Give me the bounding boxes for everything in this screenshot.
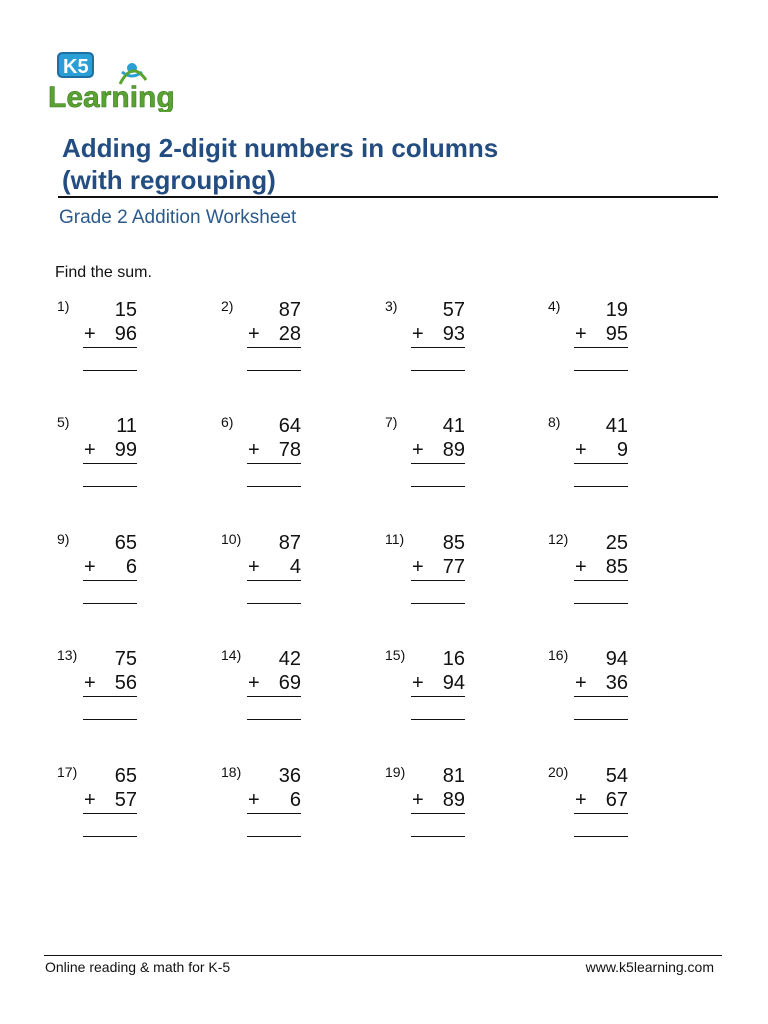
problem-item <box>548 764 638 864</box>
sum-line <box>411 696 465 697</box>
plus-sign: + <box>84 556 96 578</box>
plus-sign: + <box>84 323 96 345</box>
problem-number: 11) <box>385 531 405 547</box>
first-addend: 11 <box>116 415 137 437</box>
problem-number: 12) <box>548 531 569 547</box>
plus-sign: + <box>412 556 424 578</box>
sum-line <box>574 347 628 348</box>
plus-sign: + <box>575 439 587 461</box>
second-addend: 99 <box>114 439 137 461</box>
sum-line <box>574 580 628 581</box>
first-addend: 15 <box>114 299 137 321</box>
sum-line <box>411 580 465 581</box>
sum-line <box>574 813 628 814</box>
problem-number: 19) <box>385 764 406 780</box>
answer-blank[interactable] <box>574 603 628 604</box>
answer-blank[interactable] <box>411 603 465 604</box>
plus-sign: + <box>248 789 260 811</box>
problem-number: 8) <box>548 414 561 430</box>
second-addend: 94 <box>442 672 465 694</box>
instructions: Find the sum. <box>55 264 152 281</box>
sum-line <box>247 696 301 697</box>
plus-sign: + <box>248 556 260 578</box>
answer-blank[interactable] <box>247 603 301 604</box>
first-addend: 87 <box>278 532 301 554</box>
answer-blank[interactable] <box>247 486 301 487</box>
first-addend: 25 <box>605 532 628 554</box>
problem-item <box>385 647 475 747</box>
answer-blank[interactable] <box>83 486 137 487</box>
problem-item <box>548 298 638 398</box>
problem-number: 3) <box>385 298 398 314</box>
sum-line <box>411 347 465 348</box>
second-addend: 96 <box>114 323 137 345</box>
problem-item <box>385 764 475 864</box>
sum-line <box>247 463 301 464</box>
problem-item <box>221 298 311 398</box>
problem-item <box>385 531 475 631</box>
sum-line <box>83 580 137 581</box>
problem-number: 13) <box>57 647 78 663</box>
first-addend: 94 <box>605 648 628 670</box>
answer-blank[interactable] <box>574 719 628 720</box>
title-divider <box>58 196 718 198</box>
second-addend: 78 <box>278 439 301 461</box>
plus-sign: + <box>575 556 587 578</box>
problem-item <box>385 298 475 398</box>
answer-blank[interactable] <box>83 719 137 720</box>
first-addend: 42 <box>278 648 301 670</box>
answer-blank[interactable] <box>574 370 628 371</box>
first-addend: 65 <box>114 765 137 787</box>
problem-number: 4) <box>548 298 561 314</box>
problem-number: 6) <box>221 414 234 430</box>
problem-number: 2) <box>221 298 234 314</box>
second-addend: 9 <box>616 439 628 461</box>
second-addend: 28 <box>278 323 301 345</box>
plus-sign: + <box>84 439 96 461</box>
first-addend: 64 <box>278 415 301 437</box>
problem-number: 15) <box>385 647 406 663</box>
sum-line <box>574 696 628 697</box>
footer-website[interactable]: www.k5learning.com <box>585 959 714 975</box>
answer-blank[interactable] <box>83 370 137 371</box>
problem-item <box>548 647 638 747</box>
problem-item <box>221 414 311 514</box>
first-addend: 57 <box>442 299 465 321</box>
plus-sign: + <box>575 323 587 345</box>
second-addend: 85 <box>605 556 628 578</box>
first-addend: 75 <box>114 648 137 670</box>
first-addend: 41 <box>605 415 628 437</box>
problem-number: 9) <box>57 531 70 547</box>
answer-blank[interactable] <box>411 719 465 720</box>
plus-sign: + <box>412 439 424 461</box>
title-line-2: (with regrouping) <box>62 165 276 195</box>
answer-blank[interactable] <box>574 836 628 837</box>
answer-blank[interactable] <box>83 836 137 837</box>
title-line-1: Adding 2-digit numbers in columns <box>62 133 499 163</box>
sum-line <box>247 580 301 581</box>
first-addend: 81 <box>442 765 465 787</box>
problem-number: 14) <box>221 647 242 663</box>
plus-sign: + <box>575 789 587 811</box>
problem-number: 18) <box>221 764 242 780</box>
footer-tagline: Online reading & math for K-5 <box>45 959 231 975</box>
sum-line <box>411 813 465 814</box>
second-addend: 56 <box>114 672 137 694</box>
second-addend: 6 <box>289 789 301 811</box>
problem-item <box>221 531 311 631</box>
sum-line <box>411 463 465 464</box>
answer-blank[interactable] <box>247 719 301 720</box>
first-addend: 87 <box>278 299 301 321</box>
second-addend: 89 <box>442 789 465 811</box>
plus-sign: + <box>248 323 260 345</box>
problem-number: 1) <box>57 298 70 314</box>
problem-number: 17) <box>57 764 78 780</box>
problem-item <box>57 647 147 747</box>
worksheet-title <box>62 132 702 196</box>
problem-item <box>57 298 147 398</box>
second-addend: 57 <box>114 789 137 811</box>
answer-blank[interactable] <box>247 370 301 371</box>
plus-sign: + <box>248 439 260 461</box>
sum-line <box>83 813 137 814</box>
sum-line <box>247 813 301 814</box>
problem-item <box>548 531 638 631</box>
plus-sign: + <box>84 789 96 811</box>
second-addend: 89 <box>442 439 465 461</box>
second-addend: 95 <box>605 323 628 345</box>
sum-line <box>247 347 301 348</box>
second-addend: 77 <box>442 556 465 578</box>
plus-sign: + <box>412 789 424 811</box>
problem-number: 5) <box>57 414 70 430</box>
plus-sign: + <box>248 672 260 694</box>
first-addend: 36 <box>278 765 301 787</box>
problem-item <box>57 414 147 514</box>
second-addend: 4 <box>289 556 301 578</box>
answer-blank[interactable] <box>247 836 301 837</box>
svg-text:K5: K5 <box>63 56 89 78</box>
problem-item <box>221 764 311 864</box>
plus-sign: + <box>412 672 424 694</box>
worksheet-subtitle: Grade 2 Addition Worksheet <box>59 207 297 228</box>
plus-sign: + <box>84 672 96 694</box>
plus-sign: + <box>575 672 587 694</box>
sum-line <box>574 463 628 464</box>
footer-divider <box>44 955 722 956</box>
first-addend: 19 <box>605 299 628 321</box>
second-addend: 67 <box>605 789 628 811</box>
problem-item <box>385 414 475 514</box>
second-addend: 93 <box>442 323 465 345</box>
plus-sign: + <box>412 323 424 345</box>
svg-text:Learning: Learning <box>48 81 175 112</box>
problem-item <box>548 414 638 514</box>
sum-line <box>83 347 137 348</box>
answer-blank[interactable] <box>411 486 465 487</box>
answer-blank[interactable] <box>574 486 628 487</box>
answer-blank[interactable] <box>83 603 137 604</box>
sum-line <box>83 696 137 697</box>
first-addend: 16 <box>442 648 465 670</box>
answer-blank[interactable] <box>411 370 465 371</box>
second-addend: 36 <box>605 672 628 694</box>
second-addend: 69 <box>278 672 301 694</box>
answer-blank[interactable] <box>411 836 465 837</box>
first-addend: 65 <box>114 532 137 554</box>
problem-item <box>57 531 147 631</box>
problem-item <box>221 647 311 747</box>
problem-number: 10) <box>221 531 242 547</box>
k5-learning-logo <box>48 50 188 112</box>
first-addend: 85 <box>442 532 465 554</box>
problem-item <box>57 764 147 864</box>
first-addend: 54 <box>605 765 628 787</box>
problem-number: 20) <box>548 764 569 780</box>
problem-number: 16) <box>548 647 569 663</box>
second-addend: 6 <box>125 556 137 578</box>
sum-line <box>83 463 137 464</box>
first-addend: 41 <box>442 415 465 437</box>
problem-number: 7) <box>385 414 398 430</box>
